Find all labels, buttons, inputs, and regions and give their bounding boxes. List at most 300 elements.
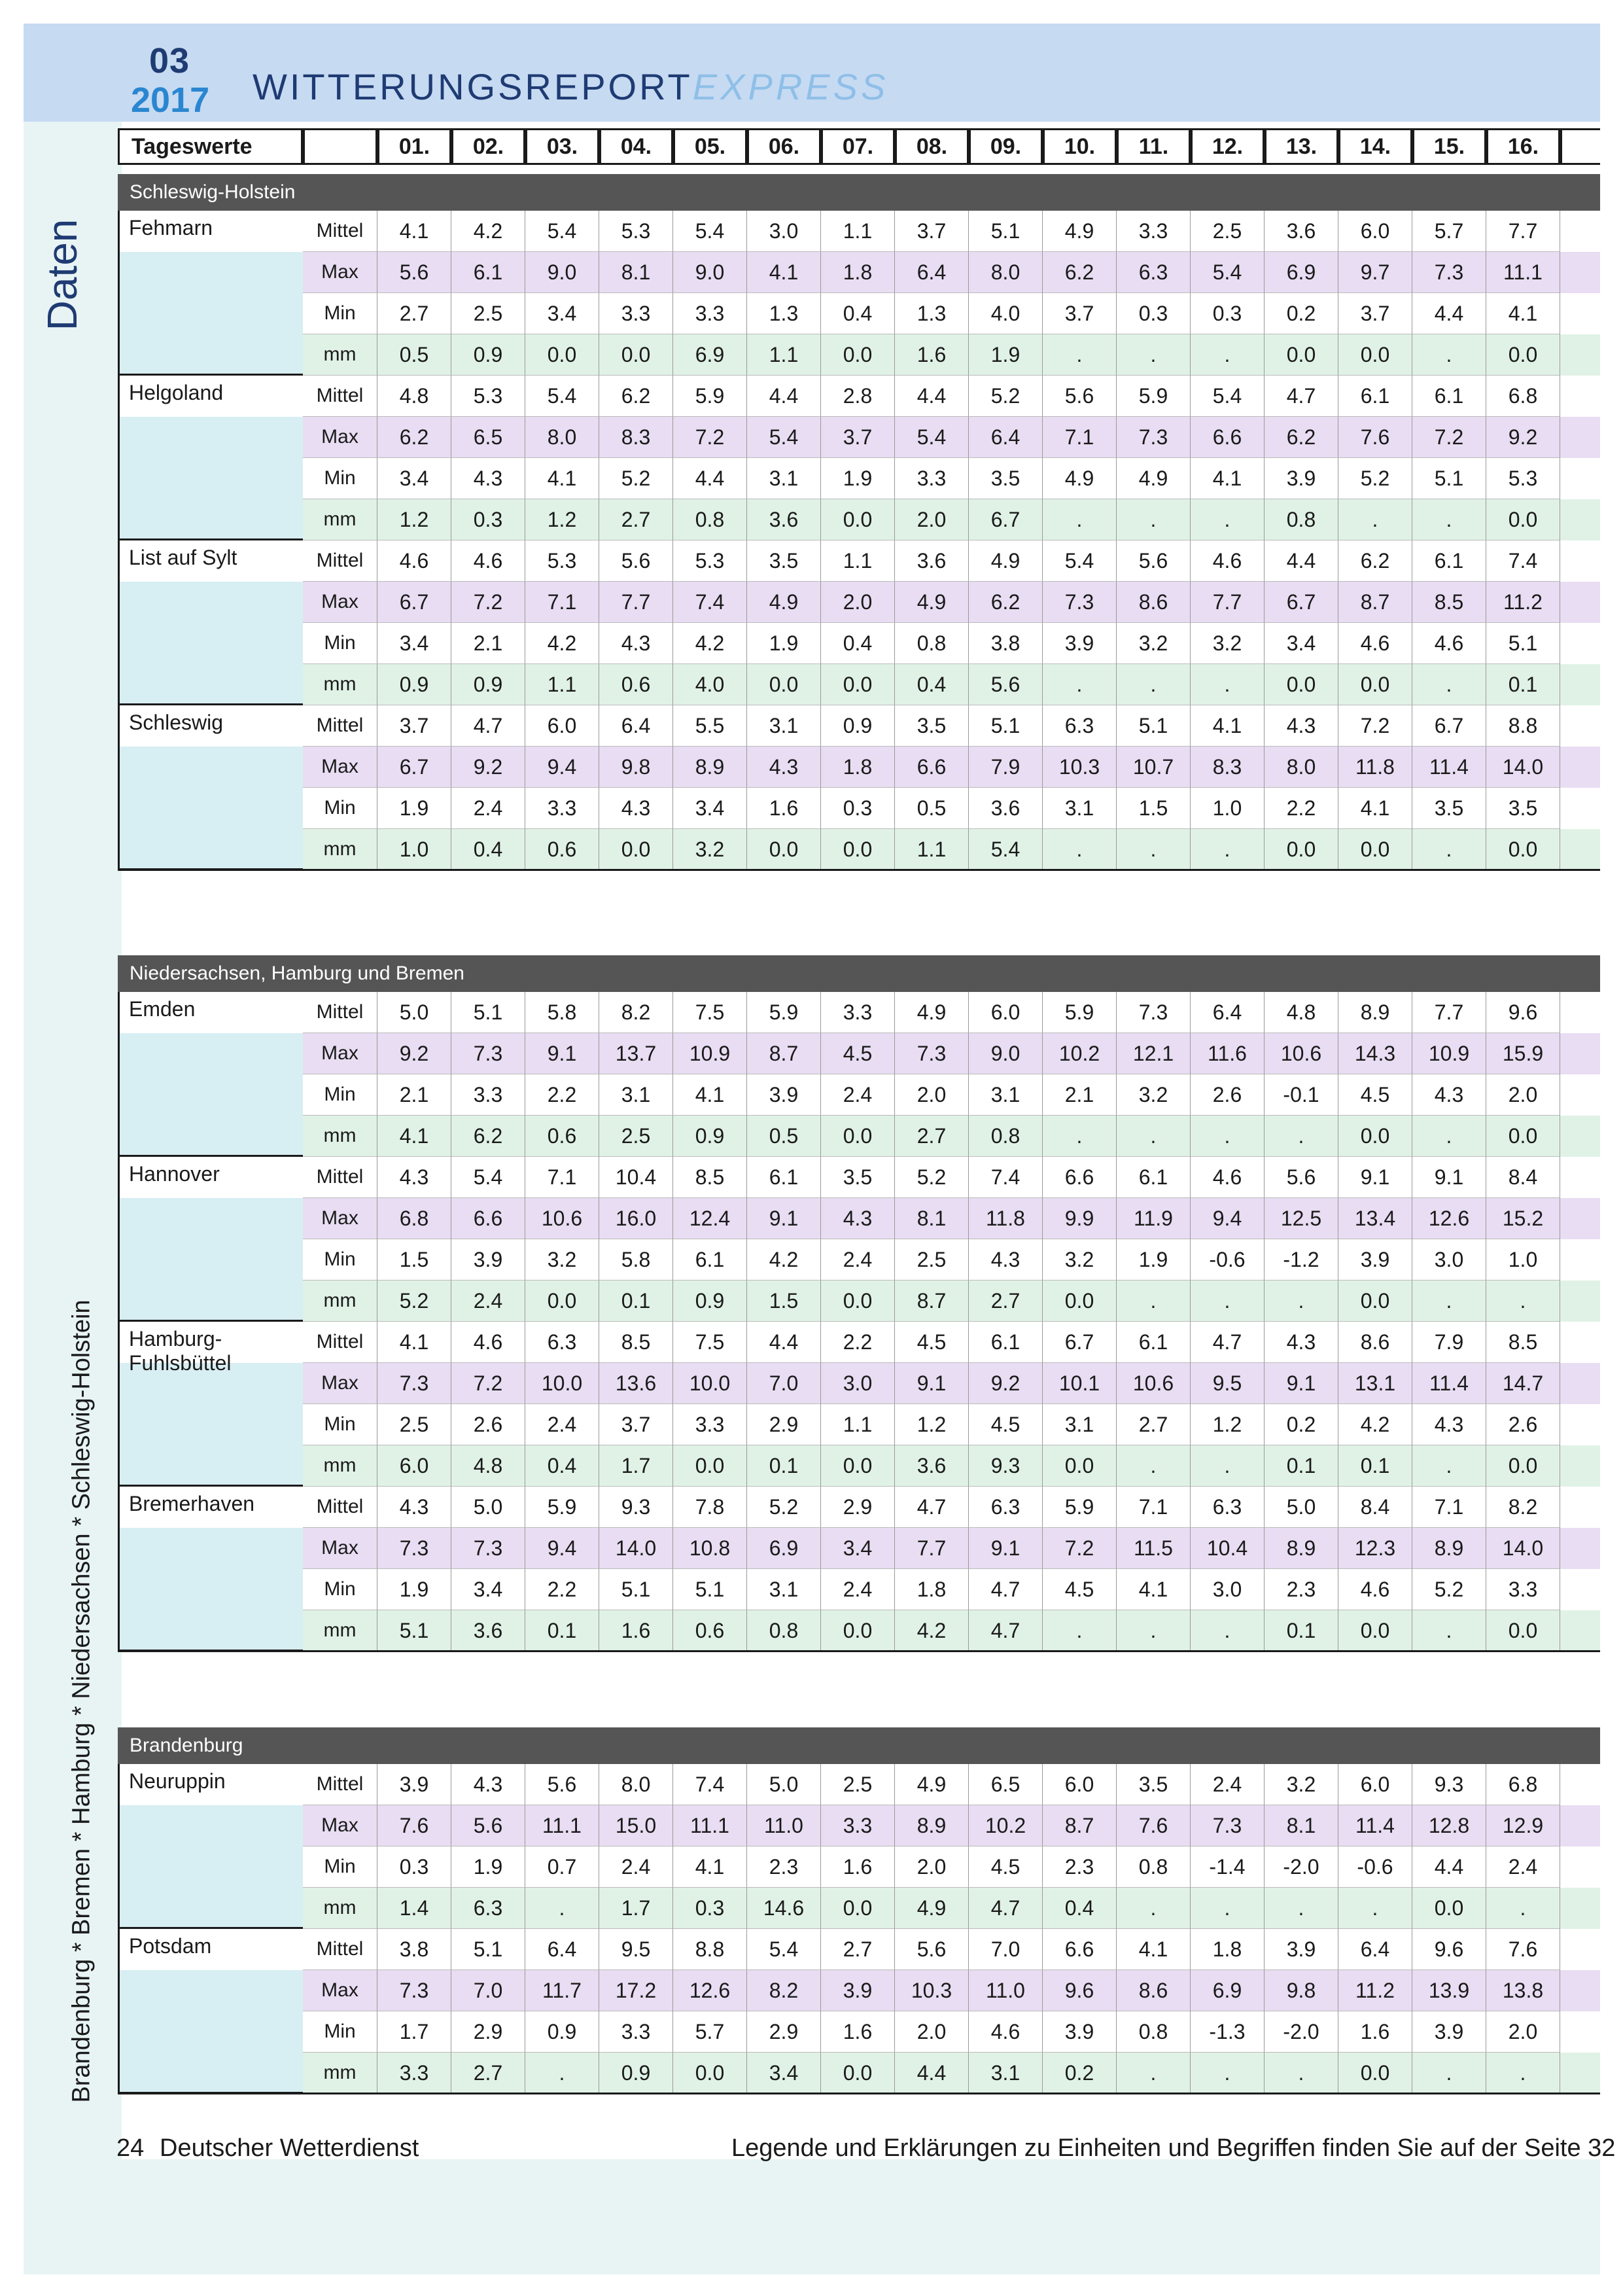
value-cell: 4.3 [377,1487,451,1528]
value-cell: 0.0 [1043,1445,1117,1487]
day-header: 06. [747,128,821,165]
value-cell: 7.8 [673,1487,747,1528]
row-type-label: Min [303,1846,377,1888]
value-cell: 5.6 [525,1764,599,1805]
value-cell: 4.8 [377,376,451,417]
value-cell: 7.2 [1412,417,1486,458]
value-cell: 4.6 [1338,1569,1412,1610]
value-cell: 3.4 [377,458,451,499]
value-cell: 11.7 [525,1970,599,2011]
value-cell: 11.4 [1412,1363,1486,1404]
value-cell: 0.0 [821,1610,895,1651]
value-cell: 2.9 [747,2011,821,2053]
value-cell: 12.1 [1117,1033,1191,1074]
value-cell: 0.9 [821,705,895,747]
value-cell: 4.6 [1338,623,1412,664]
value-cell: 7.3 [1191,1805,1265,1846]
value-cell: 8.2 [1486,1487,1560,1528]
station-name: Hamburg-Fuhlsbüttel [118,1322,303,1487]
row-type-label: Min [303,1569,377,1610]
table-row [303,334,1600,376]
value-cell: 10.6 [525,1198,599,1239]
value-cell: 10.9 [673,1033,747,1074]
value-cell: 0.3 [451,499,525,540]
value-cell: 4.3 [969,1239,1043,1280]
value-cell: 7.1 [525,1157,599,1198]
value-cell: 4.2 [451,211,525,252]
value-cell: 2.1 [377,1074,451,1116]
value-cell: 10.6 [1265,1033,1338,1074]
value-cell: 16.0 [599,1198,673,1239]
row-type-label: mm [303,1280,377,1322]
report-title-sub: EXPRESS [692,66,889,107]
value-cell: 11.8 [1338,747,1412,788]
table-row [303,829,1600,870]
value-cell: 0.0 [1338,2053,1412,2094]
value-cell: 4.1 [1486,293,1560,334]
value-cell: 11.1 [673,1805,747,1846]
value-cell: 0.4 [895,664,969,705]
value-cell: 4.9 [895,582,969,623]
row-type-label: Mittel [303,992,377,1033]
value-cell: 4.3 [1265,705,1338,747]
value-cell: 6.7 [377,582,451,623]
value-cell: . [1117,1888,1191,1929]
value-cell: 0.6 [525,829,599,870]
regions-label: Brandenburg * Bremen * Hamburg * Niedersachsen * Schleswig-Holstein [67,1299,96,2103]
value-cell: . [1191,1610,1265,1651]
value-cell: 4.8 [1265,992,1338,1033]
value-cell: 0.5 [747,1116,821,1157]
value-cell: 2.3 [1043,1846,1117,1888]
value-cell: -0.6 [1191,1239,1265,1280]
value-cell: 9.2 [377,1033,451,1074]
station-name: Helgoland [118,376,303,540]
value-cell: 2.4 [525,1404,599,1445]
value-cell: 2.4 [599,1846,673,1888]
value-cell: 4.1 [1117,1929,1191,1970]
value-cell: 3.3 [377,2053,451,2094]
value-cell: -1.2 [1265,1239,1338,1280]
value-cell: 7.3 [1412,252,1486,293]
value-cell: 3.7 [599,1404,673,1445]
value-cell: 1.2 [1191,1404,1265,1445]
value-cell: 6.9 [1191,1970,1265,2011]
issue-year: 2017 [131,80,210,120]
value-cell: 9.6 [1486,992,1560,1033]
value-cell: 6.3 [525,1322,599,1363]
value-cell: 4.1 [747,252,821,293]
value-cell: 4.8 [451,1445,525,1487]
row-type-label: Max [303,1970,377,2011]
value-cell: 1.8 [821,252,895,293]
value-cell: 11.1 [1486,252,1560,293]
value-cell: 7.3 [377,1970,451,2011]
value-cell: 0.8 [1265,499,1338,540]
value-cell: . [1191,664,1265,705]
value-cell: 6.8 [377,1198,451,1239]
value-cell: 5.0 [377,992,451,1033]
value-cell: 2.3 [747,1846,821,1888]
value-cell: 0.3 [377,1846,451,1888]
value-cell: 0.0 [1486,334,1560,376]
value-cell: 14.0 [1486,747,1560,788]
table-header-label: Tageswerte [118,128,303,165]
value-cell: 1.2 [377,499,451,540]
value-cell: 4.5 [969,1404,1043,1445]
value-cell: 6.8 [1486,376,1560,417]
table-row [303,1363,1600,1404]
table-row [303,1033,1600,1074]
value-cell: 4.4 [895,376,969,417]
value-cell: 0.0 [1338,1610,1412,1651]
value-cell: 3.4 [821,1528,895,1569]
value-cell: 1.6 [895,334,969,376]
value-cell: . [1265,1116,1338,1157]
value-cell: 2.7 [821,1929,895,1970]
value-cell: . [1265,2053,1338,2094]
value-cell: 5.6 [1043,376,1117,417]
value-cell: 10.3 [895,1970,969,2011]
value-cell: 2.5 [599,1116,673,1157]
value-cell: 3.4 [747,2053,821,2094]
value-cell: 6.6 [451,1198,525,1239]
value-cell: 8.6 [1338,1322,1412,1363]
value-cell: 0.1 [1486,664,1560,705]
value-cell: 11.8 [969,1198,1043,1239]
value-cell: 3.9 [1265,458,1338,499]
value-cell: 7.2 [673,417,747,458]
value-cell: 11.4 [1338,1805,1412,1846]
page-number: 24 [116,2134,145,2162]
value-cell: 1.9 [377,1569,451,1610]
table-row [303,1445,1600,1487]
value-cell: 4.1 [673,1074,747,1116]
table-row [303,747,1600,788]
value-cell: 10.0 [525,1363,599,1404]
value-cell: 2.0 [895,1074,969,1116]
value-cell: 5.9 [525,1487,599,1528]
value-cell: 5.7 [1412,211,1486,252]
value-cell: 3.4 [377,623,451,664]
value-cell: 3.2 [1265,1764,1338,1805]
value-cell: 4.9 [1043,458,1117,499]
value-cell: 6.2 [599,376,673,417]
value-cell: 8.8 [673,1929,747,1970]
value-cell: . [1412,664,1486,705]
row-type-label: Mittel [303,1157,377,1198]
value-cell: 4.3 [821,1198,895,1239]
table-row [303,1280,1600,1322]
value-cell: . [1191,1445,1265,1487]
value-cell: 0.9 [673,1280,747,1322]
value-cell: 1.9 [451,1846,525,1888]
value-cell: 7.4 [969,1157,1043,1198]
row-type-label: Min [303,1074,377,1116]
value-cell: 6.0 [1043,1764,1117,1805]
value-cell: 8.4 [1338,1487,1412,1528]
row-type-label: Mittel [303,705,377,747]
legend-note: Legende und Erklärungen zu Einheiten und Begriffen finden Sie auf der Seite 32 [731,2134,1616,2162]
station-name: Potsdam [118,1929,303,2094]
value-cell: 2.0 [1486,2011,1560,2053]
value-cell: 2.2 [821,1322,895,1363]
table-row [303,1074,1600,1116]
value-cell: 7.3 [1043,582,1117,623]
value-cell: 1.5 [1117,788,1191,829]
value-cell: 0.9 [451,334,525,376]
value-cell: 5.1 [599,1569,673,1610]
value-cell: . [1191,1116,1265,1157]
value-cell: 2.5 [1191,211,1265,252]
value-cell: 1.1 [525,664,599,705]
value-cell: 5.4 [673,211,747,252]
value-cell: 3.1 [1043,788,1117,829]
value-cell: 0.1 [1265,1610,1338,1651]
table-row [303,1198,1600,1239]
value-cell: 1.3 [895,293,969,334]
value-cell: 8.0 [969,252,1043,293]
value-cell: 4.0 [673,664,747,705]
value-cell: 7.3 [451,1528,525,1569]
value-cell: 14.0 [1486,1528,1560,1569]
value-cell: 4.5 [1338,1074,1412,1116]
station-name: Bremerhaven [118,1487,303,1651]
value-cell: 7.3 [1117,417,1191,458]
value-cell: 4.3 [451,1764,525,1805]
value-cell: 8.7 [1338,582,1412,623]
value-cell: 7.1 [1043,417,1117,458]
section-bottom-rule [118,1650,1600,1652]
value-cell: 1.7 [377,2011,451,2053]
value-cell: 2.6 [1486,1404,1560,1445]
value-cell: 4.9 [895,1888,969,1929]
value-cell: 1.2 [895,1404,969,1445]
value-cell: . [1117,664,1191,705]
station-name: List auf Sylt [118,540,303,705]
value-cell: 2.4 [1191,1764,1265,1805]
table-row [303,1805,1600,1846]
day-header: 05. [673,128,747,165]
value-cell: 7.3 [451,1033,525,1074]
value-cell: 9.1 [525,1033,599,1074]
value-cell: 11.0 [747,1805,821,1846]
value-cell: 6.3 [969,1487,1043,1528]
value-cell: 6.9 [673,334,747,376]
value-cell: 3.0 [747,211,821,252]
value-cell: 7.5 [673,1322,747,1363]
value-cell: 5.1 [1117,705,1191,747]
value-cell: 4.1 [1191,705,1265,747]
value-cell: 3.4 [451,1569,525,1610]
row-type-label: Min [303,1404,377,1445]
row-type-label: Max [303,1363,377,1404]
table-row [303,1116,1600,1157]
value-cell: 4.3 [599,788,673,829]
value-cell: 4.7 [451,705,525,747]
value-cell: 11.4 [1412,747,1486,788]
value-cell: 2.9 [821,1487,895,1528]
value-cell: 8.0 [1265,747,1338,788]
value-cell: 8.0 [599,1764,673,1805]
value-cell: 4.7 [969,1888,1043,1929]
value-cell: 4.7 [969,1569,1043,1610]
value-cell: . [1338,499,1412,540]
value-cell: 5.4 [895,417,969,458]
value-cell: 4.9 [895,1764,969,1805]
value-cell: 3.6 [451,1610,525,1651]
value-cell: 5.4 [1043,540,1117,582]
value-cell: . [1043,1610,1117,1651]
value-cell: 3.7 [1043,293,1117,334]
value-cell: 6.1 [747,1157,821,1198]
value-cell: 8.6 [1117,1970,1191,2011]
value-cell: . [1486,1888,1560,1929]
value-cell: . [1486,1280,1560,1322]
value-cell: 4.7 [895,1487,969,1528]
value-cell: 6.3 [1043,705,1117,747]
report-title-main: WITTERUNGSREPORT [253,66,693,107]
value-cell: 9.3 [599,1487,673,1528]
value-cell: 0.0 [599,334,673,376]
value-cell: 2.6 [1191,1074,1265,1116]
value-cell: 3.1 [599,1074,673,1116]
value-cell: 4.4 [895,2053,969,2094]
row-type-label: Min [303,1239,377,1280]
value-cell: 8.4 [1486,1157,1560,1198]
value-cell: 9.1 [969,1528,1043,1569]
value-cell: 0.4 [821,293,895,334]
value-cell: 6.7 [1412,705,1486,747]
day-header: 15. [1412,128,1486,165]
value-cell: 6.1 [673,1239,747,1280]
value-cell: 6.1 [1412,540,1486,582]
value-cell: 0.6 [525,1116,599,1157]
value-cell: 3.1 [747,705,821,747]
row-type-label: Max [303,1198,377,1239]
day-header: 11. [1117,128,1191,165]
section-header: Brandenburg [118,1727,1600,1764]
value-cell: 7.6 [377,1805,451,1846]
value-cell: 0.0 [747,664,821,705]
value-cell: 0.3 [821,788,895,829]
value-cell: 3.3 [599,2011,673,2053]
value-cell: 4.2 [673,623,747,664]
value-cell: . [1117,2053,1191,2094]
value-cell: 9.9 [1043,1198,1117,1239]
row-type-label: Mittel [303,211,377,252]
value-cell: . [1486,2053,1560,2094]
value-cell: 0.4 [1043,1888,1117,1929]
value-cell: 2.0 [1486,1074,1560,1116]
value-cell: 4.3 [1412,1404,1486,1445]
value-cell: 1.2 [525,499,599,540]
value-cell: 14.3 [1338,1033,1412,1074]
value-cell: 0.3 [673,1888,747,1929]
value-cell: 2.8 [821,376,895,417]
row-type-label: Mittel [303,376,377,417]
value-cell: 6.7 [969,499,1043,540]
value-cell: 9.0 [673,252,747,293]
value-cell: 1.6 [821,2011,895,2053]
value-cell: 7.1 [525,582,599,623]
value-cell: 8.9 [1338,992,1412,1033]
value-cell: 3.3 [673,293,747,334]
value-cell: 9.1 [1265,1363,1338,1404]
value-cell: 1.7 [599,1888,673,1929]
table-row [303,211,1600,252]
table-row [303,705,1600,747]
value-cell: -0.1 [1265,1074,1338,1116]
value-cell: 17.2 [599,1970,673,2011]
row-type-label: mm [303,829,377,870]
value-cell: 3.9 [1265,1929,1338,1970]
value-cell: 4.3 [451,458,525,499]
value-cell: 7.7 [895,1528,969,1569]
value-cell: 1.4 [377,1888,451,1929]
value-cell: 8.1 [895,1198,969,1239]
value-cell: 1.0 [1486,1239,1560,1280]
value-cell: 5.3 [673,540,747,582]
value-cell: 6.4 [599,705,673,747]
value-cell: 2.5 [451,293,525,334]
value-cell: 9.8 [1265,1970,1338,2011]
value-cell: 2.9 [451,2011,525,2053]
value-cell: . [1412,334,1486,376]
value-cell: 8.7 [747,1033,821,1074]
value-cell: 1.3 [747,293,821,334]
table-row [303,1322,1600,1363]
table-row [303,1569,1600,1610]
value-cell: 4.4 [1412,293,1486,334]
value-cell: 0.7 [525,1846,599,1888]
value-cell: 0.5 [895,788,969,829]
value-cell: 9.6 [1412,1929,1486,1970]
value-cell: 3.9 [821,1970,895,2011]
value-cell: . [1412,829,1486,870]
value-cell: 3.3 [821,1805,895,1846]
value-cell: 2.4 [1486,1846,1560,1888]
value-cell: 2.4 [821,1239,895,1280]
value-cell: 3.9 [1338,1239,1412,1280]
value-cell: 3.3 [821,992,895,1033]
value-cell: 1.0 [377,829,451,870]
value-cell: . [1191,1888,1265,1929]
value-cell: 5.2 [969,376,1043,417]
value-cell: 5.2 [1412,1569,1486,1610]
value-cell: 14.0 [599,1528,673,1569]
value-cell: 2.1 [451,623,525,664]
value-cell: . [1412,499,1486,540]
value-cell: 4.2 [895,1610,969,1651]
value-cell: 1.0 [1191,788,1265,829]
value-cell: 6.7 [1265,582,1338,623]
value-cell: 3.0 [821,1363,895,1404]
section-header: Niedersachsen, Hamburg und Bremen [118,955,1600,992]
value-cell: 5.1 [673,1569,747,1610]
day-header: 04. [599,128,673,165]
value-cell: 7.3 [1117,992,1191,1033]
value-cell: 0.8 [969,1116,1043,1157]
value-cell: 3.7 [1338,293,1412,334]
value-cell: . [1412,1116,1486,1157]
value-cell: 0.8 [1117,1846,1191,1888]
value-cell: 8.5 [673,1157,747,1198]
value-cell: 4.6 [451,540,525,582]
value-cell: 5.4 [525,211,599,252]
value-cell: 3.1 [1043,1404,1117,1445]
value-cell: 9.1 [1412,1157,1486,1198]
